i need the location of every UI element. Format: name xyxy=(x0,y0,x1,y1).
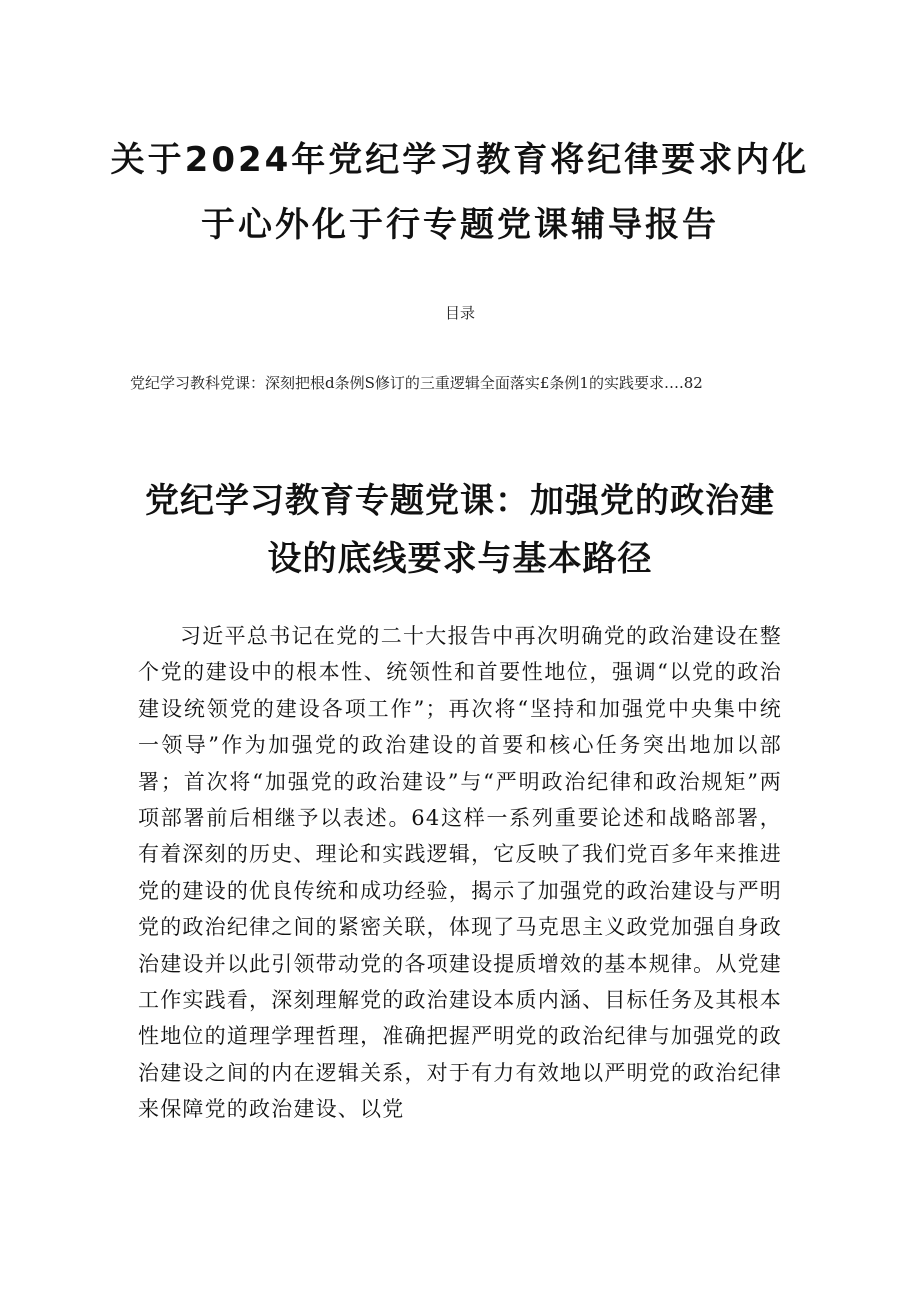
section-title-line-1: 党纪学习教育专题党课：加强党的政治建 xyxy=(145,481,775,521)
toc-heading: 目录 xyxy=(444,304,475,322)
document-title-line-2: 于心外化于行专题党课辅导报告 xyxy=(201,205,719,245)
section-title-line-2: 设的底线要求与基本路径 xyxy=(267,539,653,579)
document-title-line-1: 关于2024年党纪学习教育将纪律要求内化 xyxy=(110,140,810,180)
toc-entry[interactable]: 党纪学习教科党课：深刻把根d条例S修订的三重逻辑全面落实£条例1的实践要求….82 xyxy=(130,374,703,392)
body-paragraph: 习近平总书记在党的二十大报告中再次明确党的政治建设在整个党的建设中的根本性、统领性和首要性地位，强调“以党的政治建设统领党的建设各项工作”；再次将“坚持和加强党中央集中统一领导”作为加强党的政治建设的首要和核心任务突出地加以部署；首次将“加强党的政治建设”与“严明政治纪律和政治规矩”两项部署前后相继予以表述。64这样一系列重要论述和战略部署，有着深刻的历史、理论和实践逻辑，它反映了我们党百多年来推进党的建设的优良传统和成功经验，揭示了加强党的政治建设与严明党的政治纪律之间的紧密关联，体现了马克思主义政党加强自身政治建设并以此引领带动党的各项建设提质增效的基本规律。从党建工作实践看，深刻理解党的政治建设本质内涵、目标任务及其根本性地位的道理学理哲理，准确把握严明党的政治纪律与加强党的政治建设之间的内在逻辑关系，对于有力有效地以严明党的政治纪律来保障党的政治建设、以党 xyxy=(138,624,782,1122)
